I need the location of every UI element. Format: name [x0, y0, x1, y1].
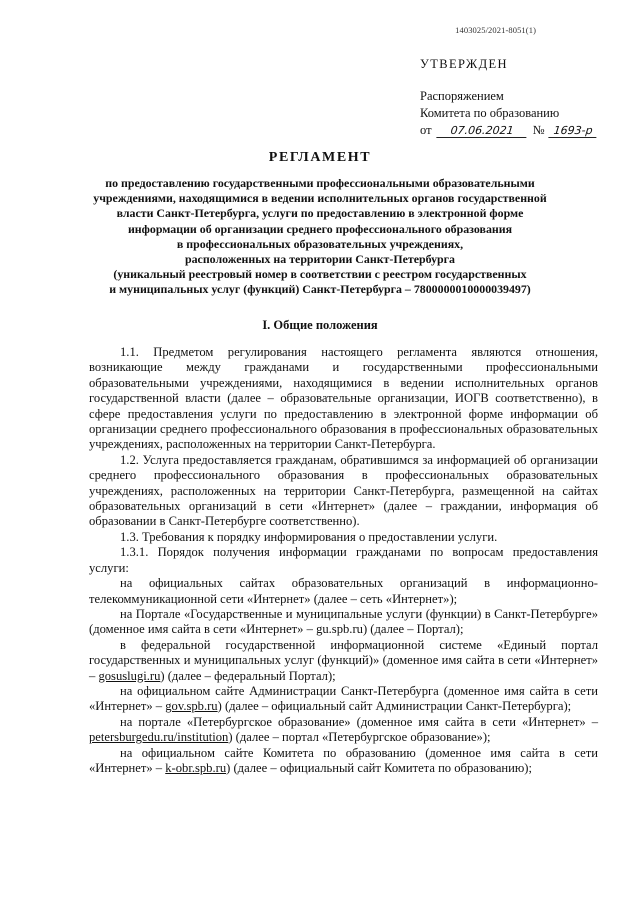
paragraph-text: ) (далее – официальный сайт Комитета по образованию); [226, 760, 532, 775]
paragraph-1-1: 1.1. Предметом регулирования настоящего регламента являются отношения, возникающие между гражданами и государственными профессиональными образовательными учреждениями, находящимися в ведении исполнительных органов государственной власти (далее – образовательные организации, ИОГВ соответственно), в сфере предоставления услуги по предоставлению в электронной форме информации об организации среднего профессионального образования в профессиональных образовательных учреждениях, расположенных на территории Санкт-Петербурга. [89, 345, 598, 452]
paragraph-1-3: 1.3. Требования к порядку информирования о предоставлении услуги. [120, 529, 498, 544]
title-line: учреждениями, находящимися в ведении исполнительных органов государственной [93, 191, 547, 206]
paragraph-info-federal-portal [89, 638, 598, 684]
regulation-title [60, 149, 580, 298]
handwritten-approval-number: 1693-р [548, 125, 597, 138]
regulation-heading: РЕГЛАМЕНТ [268, 150, 372, 165]
title-line: и муниципальных услуг (функций) Санкт-Петербурга – 7800000010000039497) [109, 282, 531, 297]
approval-heading: УТВЕРЖДЕН [420, 57, 508, 71]
paragraph-info-administration-site [89, 684, 598, 715]
paragraph-text: на официальном сайте Комитета по образованию (доменное имя сайта в сети «Интернет» – [89, 745, 598, 775]
approval-line-committee: Комитета по образованию [420, 106, 560, 120]
approval-line-order: Распоряжением [420, 89, 504, 103]
title-line: по предоставлению государственными профессиональными образовательными [105, 176, 535, 190]
title-line: (уникальный реестровый номер в соответствии с реестром государственных [113, 267, 527, 282]
section-heading-general-provisions: I. Общие положения [262, 318, 378, 332]
paragraph-1-2: 1.2. Услуга предоставляется гражданам, обратившимся за информацией об организации среднего профессионального образования в профессиональных образовательных учреждениях, расположенных на территории Санкт-Петербурга, размещенной на сайтах образовательных организаций в сети «Интернет» (далее – граждании, информация об образовании в Санкт-Петербурге соответственно). [89, 452, 598, 529]
title-line: власти Санкт-Петербурга, услуги по предоставлению в электронной форме [116, 206, 524, 221]
paragraph-text: на официальном сайте Администрации Санкт-Петербурга (доменное имя сайта в сети «Интернет» – [89, 683, 598, 714]
handwritten-approval-date: 07.06.2021 [436, 125, 527, 138]
petersburgedu-link[interactable]: petersburgedu.ru/institution [89, 730, 229, 745]
approval-number-label: № [532, 123, 545, 137]
document-body [89, 345, 598, 776]
paragraph-info-portal: на Портале «Государственные и муниципальные услуги (функции) в Санкт-Петербурге» (доменное имя сайта в сети «Интернет» – gu.spb.ru) (далее – Портал); [89, 606, 598, 637]
paragraph-text: ) (далее – портал «Петербургское образование»); [228, 730, 491, 745]
gov-spb-link[interactable]: gov.spb.ru [165, 699, 218, 714]
paragraph-text: в федеральной государственной информационной системе «Единый портал государственных и муниципальных услуг (функций)» (доменное имя сайта в сети «Интернет» – [89, 637, 598, 683]
paragraph-text: ) (далее – федеральный Портал); [160, 668, 336, 683]
k-obr-link[interactable]: k-obr.spb.ru [165, 760, 227, 775]
approval-from-label: от [420, 123, 432, 137]
title-line: информации об организации среднего профессионального образования [127, 221, 513, 236]
paragraph-info-petersburgedu [89, 715, 598, 746]
approval-date-number-line [420, 122, 597, 139]
paragraph-text: на портале «Петербургское образование» (доменное имя сайта в сети «Интернет» – [120, 714, 598, 729]
paragraph-1-3-1: 1.3.1. Порядок получения информации гражданами по вопросам предоставления услуги: [89, 545, 598, 575]
paragraph-info-sites: на официальных сайтах образовательных организаций в информационно-телекоммуникационной сети «Интернет» (далее – сеть «Интернет»); [89, 576, 598, 606]
paragraph-info-committee-site [89, 746, 598, 777]
gosuslugi-link[interactable]: gosuslugi.ru [98, 668, 161, 683]
document-registration-number: 1403025/2021-8051(1) [455, 25, 536, 35]
paragraph-text: ) (далее – официальный сайт Администрации Санкт-Петербурга); [217, 699, 572, 714]
title-line: расположенных на территории Санкт-Петербурга [184, 252, 455, 267]
title-line: в профессиональных образовательных учреждениях, [176, 236, 464, 251]
approval-stamp-block [420, 56, 597, 139]
